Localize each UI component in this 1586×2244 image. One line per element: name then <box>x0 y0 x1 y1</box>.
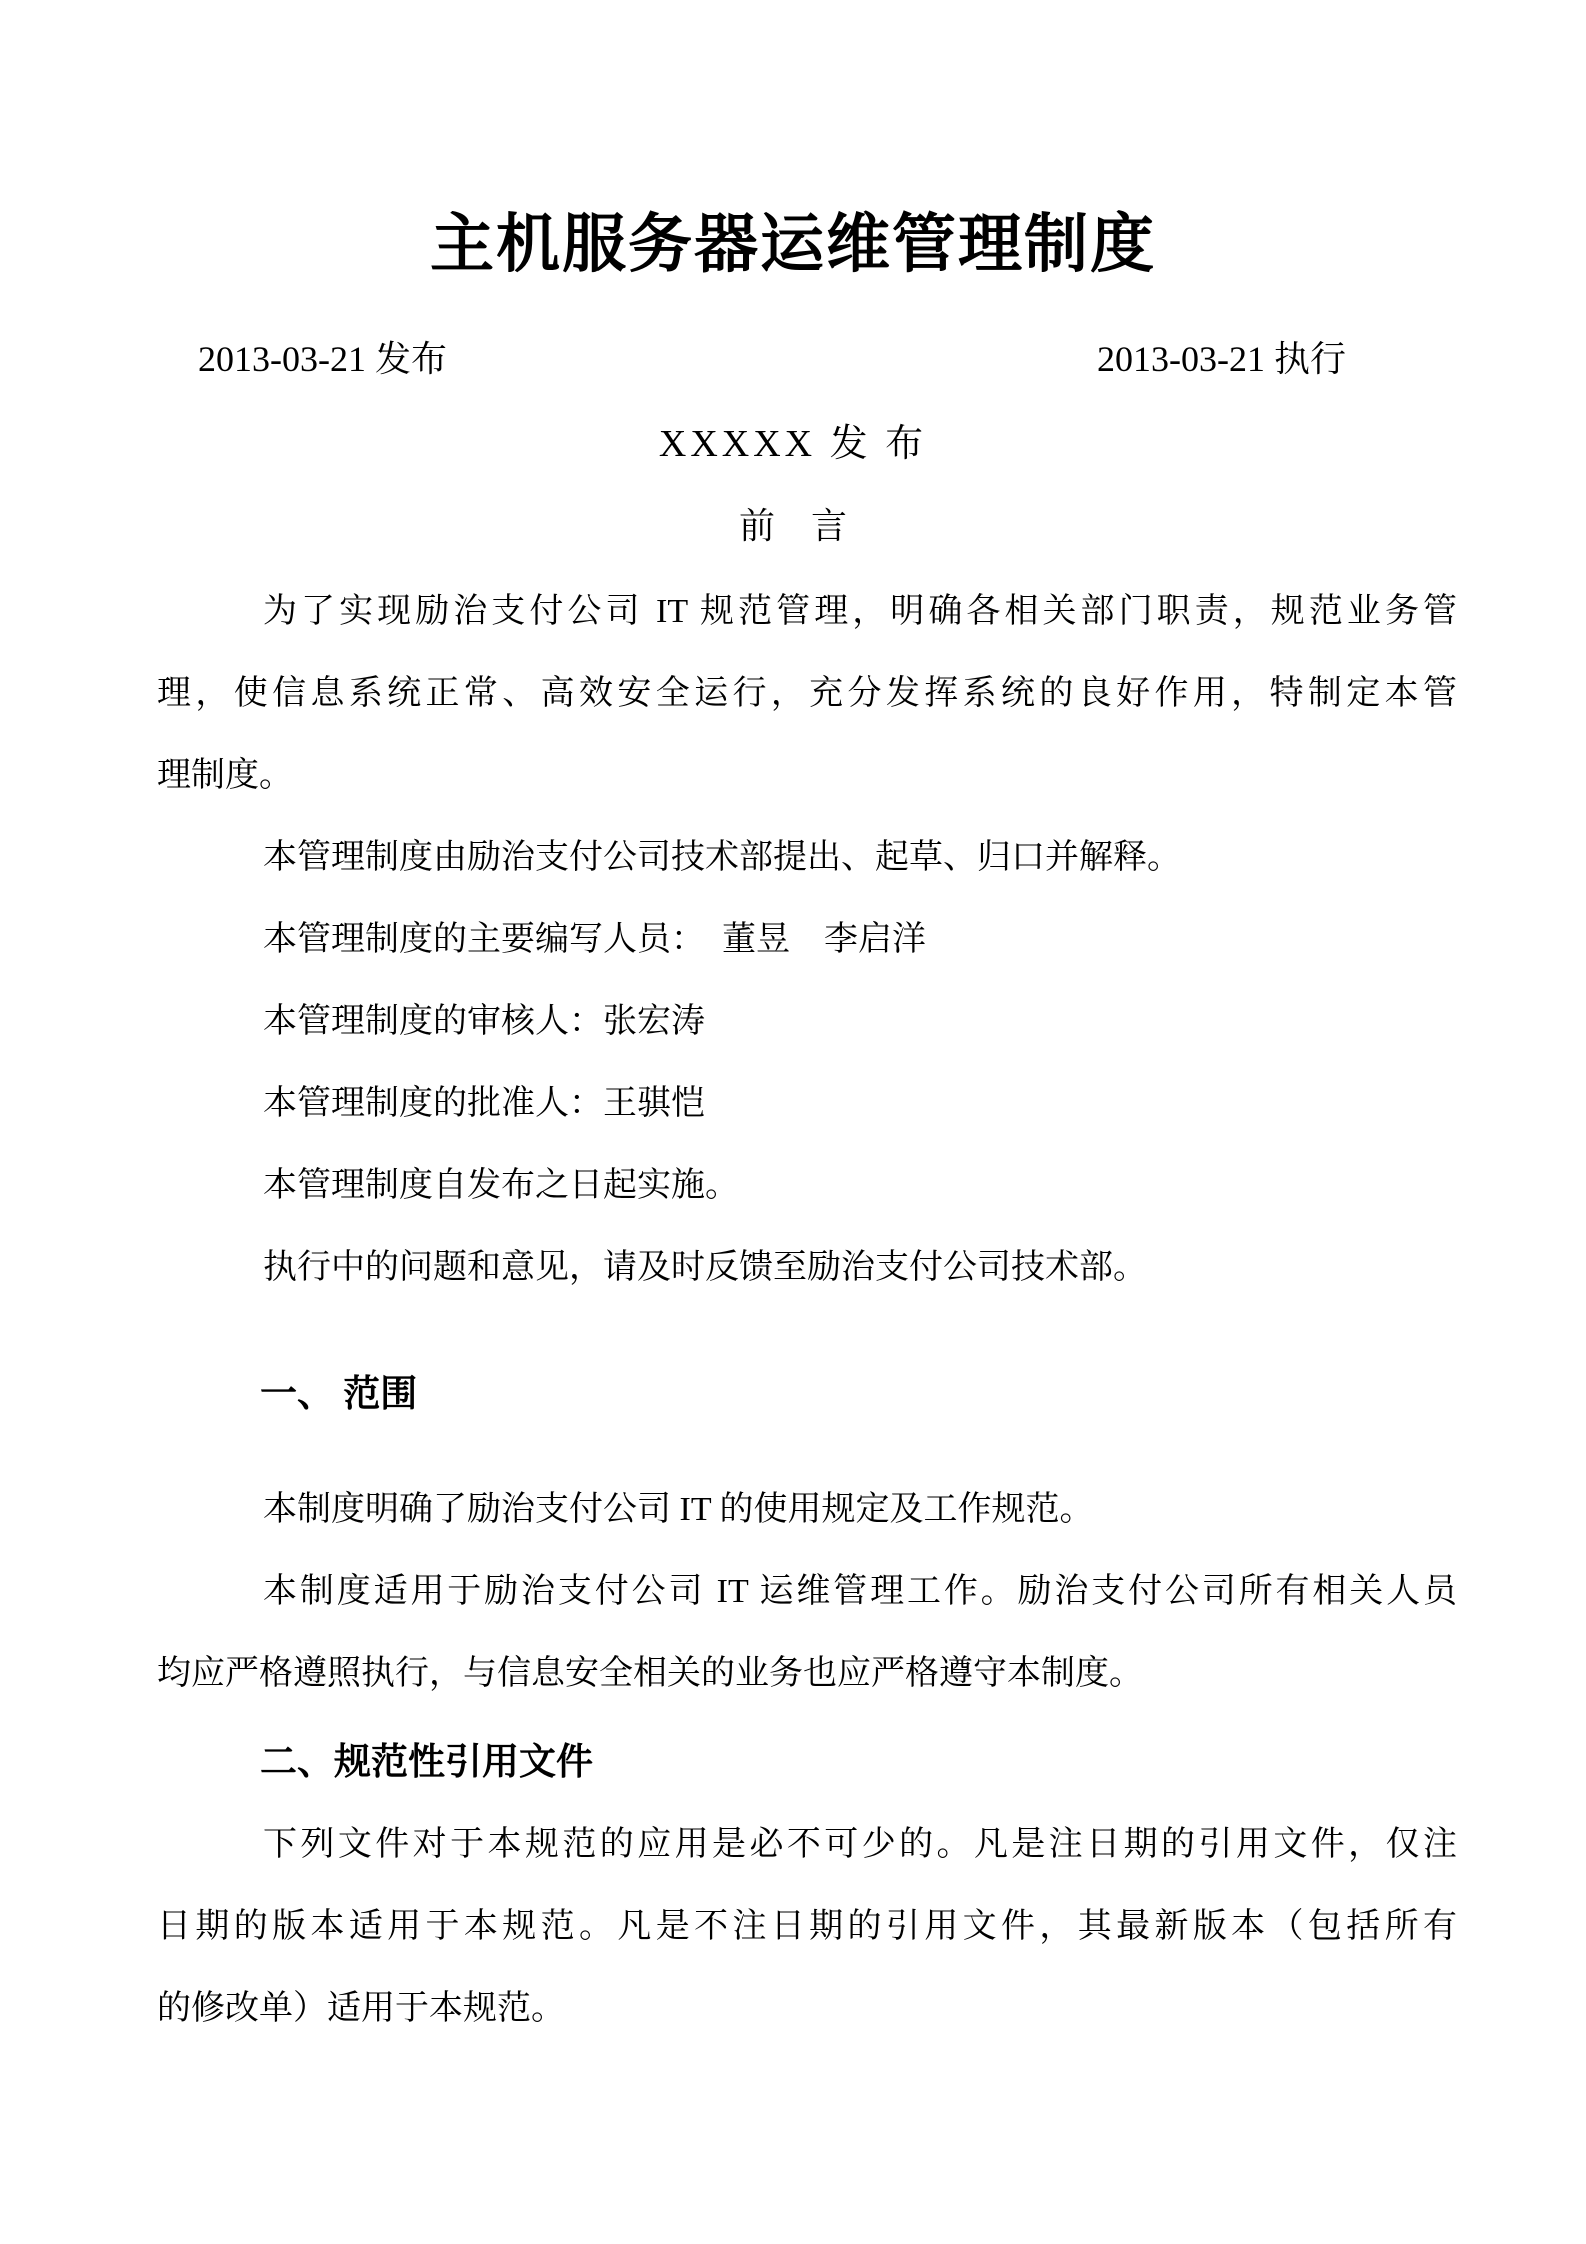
preface-line: 为了实现励治支付公司 IT 规范管理，明确各相关部门职责，规范业务管 <box>263 593 1457 630</box>
section-1-line: 均应严格遵照执行，与信息安全相关的业务也应严格遵守本制度。 <box>157 1655 1143 1692</box>
publish-date: 2013-03-21 发布 <box>198 339 447 379</box>
preface-line: 本管理制度自发布之日起实施。 <box>263 1167 739 1204</box>
preface-line: 本管理制度由励治支付公司技术部提出、起草、归口并解释。 <box>263 839 1181 876</box>
document-title: 主机服务器运维管理制度 <box>430 209 1156 280</box>
preface-line: 执行中的问题和意见，请及时反馈至励治支付公司技术部。 <box>263 1249 1147 1286</box>
section-2-line: 下列文件对于本规范的应用是必不可少的。凡是注日期的引用文件，仅注 <box>263 1826 1457 1863</box>
section-2-line: 的修改单）适用于本规范。 <box>157 1990 565 2027</box>
section-1-line: 本制度适用于励治支付公司 IT 运维管理工作。励治支付公司所有相关人员 <box>263 1573 1457 1610</box>
preface-line: 本管理制度的审核人：张宏涛 <box>263 1003 705 1040</box>
section-2-line: 日期的版本适用于本规范。凡是不注日期的引用文件，其最新版本（包括所有 <box>157 1908 1457 1945</box>
preface-line: 理，使信息系统正常、高效安全运行，充分发挥系统的良好作用，特制定本管 <box>157 675 1457 712</box>
issuer-line: XXXXX 发 布 <box>658 423 928 465</box>
section-2-heading: 二、规范性引用文件 <box>260 1742 593 1783</box>
preface-line: 本管理制度的主要编写人员： 董昱 李启洋 <box>263 921 926 958</box>
dates-row <box>0 338 1586 380</box>
execute-date: 2013-03-21 执行 <box>1097 339 1346 379</box>
preface-heading: 前 言 <box>738 506 847 546</box>
preface-line: 理制度。 <box>157 757 293 794</box>
preface-line: 本管理制度的批准人：王骐恺 <box>263 1085 705 1122</box>
document-body <box>0 571 1457 2050</box>
section-1-heading: 一、 范围 <box>260 1374 418 1415</box>
section-1-line: 本制度明确了励治支付公司 IT 的使用规定及工作规范。 <box>263 1491 1094 1528</box>
